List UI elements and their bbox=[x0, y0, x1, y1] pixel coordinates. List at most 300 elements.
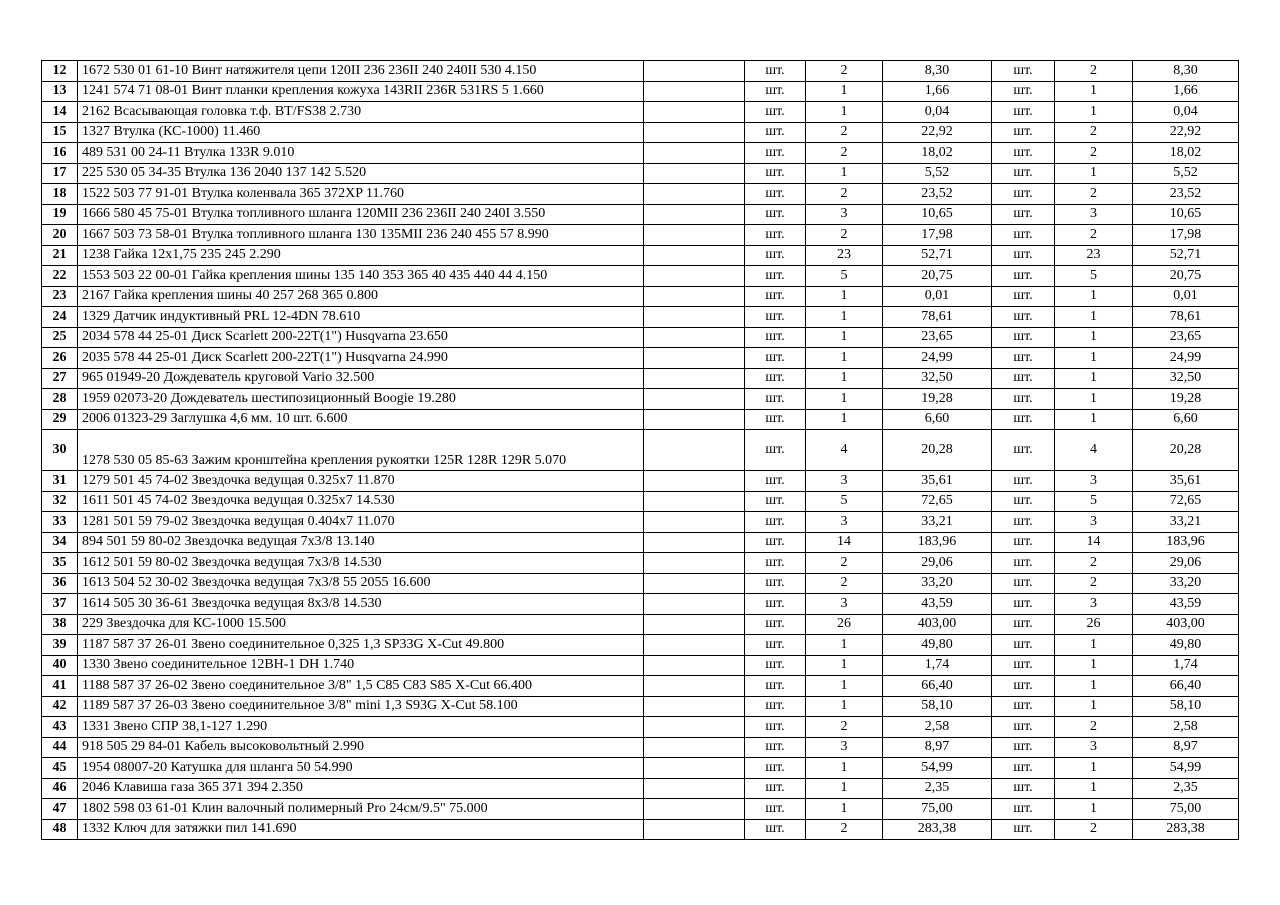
unit-cell: шт. bbox=[992, 778, 1055, 799]
item-name: 229 Звездочка для КС-1000 15.500 bbox=[78, 614, 644, 635]
table-row bbox=[42, 286, 1239, 307]
quantity-cell: 2 bbox=[806, 61, 883, 82]
unit-cell: шт. bbox=[992, 594, 1055, 615]
sum-cell: 283,38 bbox=[1133, 819, 1239, 840]
row-number: 37 bbox=[42, 594, 78, 615]
quantity-cell: 1 bbox=[1055, 327, 1133, 348]
table-row bbox=[42, 143, 1239, 164]
sum-cell: 20,75 bbox=[1133, 266, 1239, 287]
row-number: 16 bbox=[42, 143, 78, 164]
unit-cell: шт. bbox=[745, 348, 806, 369]
sum-cell: 66,40 bbox=[1133, 676, 1239, 697]
quantity-cell: 2 bbox=[1055, 819, 1133, 840]
blank-cell bbox=[644, 573, 745, 594]
unit-cell: шт. bbox=[745, 553, 806, 574]
unit-cell: шт. bbox=[992, 61, 1055, 82]
blank-cell bbox=[644, 245, 745, 266]
unit-cell: шт. bbox=[992, 430, 1055, 471]
quantity-cell: 1 bbox=[1055, 778, 1133, 799]
sum-cell: 10,65 bbox=[1133, 204, 1239, 225]
table-row bbox=[42, 61, 1239, 82]
item-name: 1189 587 37 26-03 Звено соединительное 3/8" mini 1,3 S93G X-Cut 58.100 bbox=[78, 696, 644, 717]
sum-cell: 33,21 bbox=[883, 512, 992, 533]
quantity-cell: 3 bbox=[806, 594, 883, 615]
sum-cell: 72,65 bbox=[1133, 491, 1239, 512]
sum-cell: 5,52 bbox=[1133, 163, 1239, 184]
row-number: 39 bbox=[42, 635, 78, 656]
unit-cell: шт. bbox=[745, 819, 806, 840]
blank-cell bbox=[644, 532, 745, 553]
sum-cell: 20,28 bbox=[1133, 430, 1239, 471]
blank-cell bbox=[644, 471, 745, 492]
sum-cell: 52,71 bbox=[1133, 245, 1239, 266]
quantity-cell: 2 bbox=[1055, 225, 1133, 246]
unit-cell: шт. bbox=[992, 348, 1055, 369]
blank-cell bbox=[644, 512, 745, 533]
item-name: 1802 598 03 61-01 Клин валочный полимерный Pro 24см/9.5" 75.000 bbox=[78, 799, 644, 820]
blank-cell bbox=[644, 102, 745, 123]
item-name: 1327 Втулка (КС-1000) 11.460 bbox=[78, 122, 644, 143]
quantity-cell: 2 bbox=[806, 717, 883, 738]
quantity-cell: 1 bbox=[1055, 799, 1133, 820]
unit-cell: шт. bbox=[992, 614, 1055, 635]
unit-cell: шт. bbox=[992, 245, 1055, 266]
table-row bbox=[42, 471, 1239, 492]
row-number: 32 bbox=[42, 491, 78, 512]
unit-cell: шт. bbox=[745, 594, 806, 615]
unit-cell: шт. bbox=[992, 184, 1055, 205]
sum-cell: 18,02 bbox=[1133, 143, 1239, 164]
blank-cell bbox=[644, 799, 745, 820]
table-row bbox=[42, 348, 1239, 369]
blank-cell bbox=[644, 614, 745, 635]
item-name: 1331 Звено СПР 38,1-127 1.290 bbox=[78, 717, 644, 738]
unit-cell: шт. bbox=[745, 471, 806, 492]
sum-cell: 403,00 bbox=[883, 614, 992, 635]
row-number: 12 bbox=[42, 61, 78, 82]
blank-cell bbox=[644, 655, 745, 676]
item-name: 1241 574 71 08-01 Винт планки крепления кожуха 143RII 236R 531RS 5 1.660 bbox=[78, 81, 644, 102]
quantity-cell: 3 bbox=[1055, 737, 1133, 758]
sum-cell: 35,61 bbox=[883, 471, 992, 492]
table-row bbox=[42, 368, 1239, 389]
row-number: 36 bbox=[42, 573, 78, 594]
table-row bbox=[42, 696, 1239, 717]
table-row bbox=[42, 491, 1239, 512]
table-row bbox=[42, 635, 1239, 656]
table-row bbox=[42, 81, 1239, 102]
blank-cell bbox=[644, 696, 745, 717]
blank-cell bbox=[644, 553, 745, 574]
quantity-cell: 2 bbox=[806, 573, 883, 594]
quantity-cell: 1 bbox=[1055, 348, 1133, 369]
blank-cell bbox=[644, 61, 745, 82]
table-row bbox=[42, 819, 1239, 840]
item-name: 1188 587 37 26-02 Звено соединительное 3/8" 1,5 C85 C83 S85 X-Cut 66.400 bbox=[78, 676, 644, 697]
sum-cell: 0,01 bbox=[883, 286, 992, 307]
blank-cell bbox=[644, 286, 745, 307]
quantity-cell: 1 bbox=[806, 635, 883, 656]
unit-cell: шт. bbox=[745, 799, 806, 820]
quantity-cell: 1 bbox=[806, 348, 883, 369]
unit-cell: шт. bbox=[745, 389, 806, 410]
quantity-cell: 1 bbox=[806, 389, 883, 410]
item-name: 2046 Клавиша газа 365 371 394 2.350 bbox=[78, 778, 644, 799]
item-name: 1329 Датчик индуктивный PRL 12-4DN 78.610 bbox=[78, 307, 644, 328]
blank-cell bbox=[644, 163, 745, 184]
table-row bbox=[42, 266, 1239, 287]
blank-cell bbox=[644, 368, 745, 389]
quantity-cell: 26 bbox=[1055, 614, 1133, 635]
blank-cell bbox=[644, 737, 745, 758]
unit-cell: шт. bbox=[992, 266, 1055, 287]
quantity-cell: 5 bbox=[806, 491, 883, 512]
item-name: 489 531 00 24-11 Втулка 133R 9.010 bbox=[78, 143, 644, 164]
quantity-cell: 2 bbox=[806, 122, 883, 143]
unit-cell: шт. bbox=[745, 409, 806, 430]
sum-cell: 5,52 bbox=[883, 163, 992, 184]
item-name: 965 01949-20 Дождеватель круговой Vario 32.500 bbox=[78, 368, 644, 389]
row-number: 43 bbox=[42, 717, 78, 738]
table-row bbox=[42, 737, 1239, 758]
quantity-cell: 3 bbox=[806, 204, 883, 225]
sum-cell: 8,30 bbox=[883, 61, 992, 82]
sum-cell: 35,61 bbox=[1133, 471, 1239, 492]
blank-cell bbox=[644, 122, 745, 143]
blank-cell bbox=[644, 778, 745, 799]
quantity-cell: 2 bbox=[1055, 553, 1133, 574]
sum-cell: 75,00 bbox=[1133, 799, 1239, 820]
sum-cell: 403,00 bbox=[1133, 614, 1239, 635]
quantity-cell: 1 bbox=[1055, 655, 1133, 676]
quantity-cell: 2 bbox=[1055, 61, 1133, 82]
sum-cell: 49,80 bbox=[1133, 635, 1239, 656]
table-row bbox=[42, 389, 1239, 410]
unit-cell: шт. bbox=[745, 635, 806, 656]
sum-cell: 10,65 bbox=[883, 204, 992, 225]
unit-cell: шт. bbox=[992, 819, 1055, 840]
table-row bbox=[42, 225, 1239, 246]
quantity-cell: 2 bbox=[1055, 122, 1133, 143]
item-name: 1279 501 45 74-02 Звездочка ведущая 0.325х7 11.870 bbox=[78, 471, 644, 492]
unit-cell: шт. bbox=[992, 102, 1055, 123]
unit-cell: шт. bbox=[992, 696, 1055, 717]
quantity-cell: 2 bbox=[806, 143, 883, 164]
unit-cell: шт. bbox=[992, 471, 1055, 492]
row-number: 22 bbox=[42, 266, 78, 287]
row-number: 30 bbox=[42, 430, 78, 471]
unit-cell: шт. bbox=[745, 61, 806, 82]
inventory-table bbox=[41, 60, 1239, 840]
row-number: 38 bbox=[42, 614, 78, 635]
blank-cell bbox=[644, 491, 745, 512]
table-row bbox=[42, 163, 1239, 184]
sum-cell: 283,38 bbox=[883, 819, 992, 840]
unit-cell: шт. bbox=[745, 307, 806, 328]
sum-cell: 58,10 bbox=[1133, 696, 1239, 717]
sum-cell: 22,92 bbox=[883, 122, 992, 143]
row-number: 18 bbox=[42, 184, 78, 205]
unit-cell: шт. bbox=[992, 225, 1055, 246]
table-row bbox=[42, 204, 1239, 225]
unit-cell: шт. bbox=[992, 573, 1055, 594]
item-name: 1667 503 73 58-01 Втулка топливного шланга 130 135MII 236 240 455 57 8.990 bbox=[78, 225, 644, 246]
quantity-cell: 3 bbox=[1055, 594, 1133, 615]
sum-cell: 58,10 bbox=[883, 696, 992, 717]
table-row bbox=[42, 655, 1239, 676]
row-number: 44 bbox=[42, 737, 78, 758]
unit-cell: шт. bbox=[745, 655, 806, 676]
unit-cell: шт. bbox=[992, 635, 1055, 656]
item-name: 225 530 05 34-35 Втулка 136 2040 137 142 5.520 bbox=[78, 163, 644, 184]
quantity-cell: 1 bbox=[806, 163, 883, 184]
item-name: 1187 587 37 26-01 Звено соединительное 0,325 1,3 SP33G X-Cut 49.800 bbox=[78, 635, 644, 656]
item-name: 2034 578 44 25-01 Диск Scarlett 200-22T(1") Husqvarna 23.650 bbox=[78, 327, 644, 348]
sum-cell: 49,80 bbox=[883, 635, 992, 656]
table-row bbox=[42, 512, 1239, 533]
item-name: 1611 501 45 74-02 Звездочка ведущая 0.325х7 14.530 bbox=[78, 491, 644, 512]
row-number: 27 bbox=[42, 368, 78, 389]
sum-cell: 20,28 bbox=[883, 430, 992, 471]
quantity-cell: 3 bbox=[1055, 204, 1133, 225]
unit-cell: шт. bbox=[745, 614, 806, 635]
unit-cell: шт. bbox=[992, 122, 1055, 143]
sum-cell: 0,04 bbox=[883, 102, 992, 123]
quantity-cell: 3 bbox=[1055, 512, 1133, 533]
unit-cell: шт. bbox=[992, 737, 1055, 758]
quantity-cell: 1 bbox=[806, 102, 883, 123]
table-row bbox=[42, 122, 1239, 143]
unit-cell: шт. bbox=[745, 532, 806, 553]
row-number: 23 bbox=[42, 286, 78, 307]
quantity-cell: 1 bbox=[1055, 307, 1133, 328]
row-number: 40 bbox=[42, 655, 78, 676]
sum-cell: 17,98 bbox=[1133, 225, 1239, 246]
unit-cell: шт. bbox=[745, 737, 806, 758]
unit-cell: шт. bbox=[992, 286, 1055, 307]
row-number: 26 bbox=[42, 348, 78, 369]
sum-cell: 6,60 bbox=[1133, 409, 1239, 430]
row-number: 31 bbox=[42, 471, 78, 492]
table-row bbox=[42, 307, 1239, 328]
quantity-cell: 1 bbox=[806, 778, 883, 799]
quantity-cell: 5 bbox=[806, 266, 883, 287]
quantity-cell: 1 bbox=[1055, 409, 1133, 430]
table-row bbox=[42, 532, 1239, 553]
unit-cell: шт. bbox=[992, 81, 1055, 102]
sum-cell: 33,20 bbox=[1133, 573, 1239, 594]
sum-cell: 54,99 bbox=[1133, 758, 1239, 779]
sum-cell: 23,52 bbox=[1133, 184, 1239, 205]
quantity-cell: 2 bbox=[1055, 573, 1133, 594]
blank-cell bbox=[644, 758, 745, 779]
sum-cell: 2,58 bbox=[1133, 717, 1239, 738]
item-name: 2006 01323-29 Заглушка 4,6 мм. 10 шт. 6.600 bbox=[78, 409, 644, 430]
sum-cell: 23,65 bbox=[883, 327, 992, 348]
sum-cell: 17,98 bbox=[883, 225, 992, 246]
sum-cell: 19,28 bbox=[1133, 389, 1239, 410]
quantity-cell: 1 bbox=[1055, 635, 1133, 656]
table-row bbox=[42, 758, 1239, 779]
quantity-cell: 3 bbox=[806, 512, 883, 533]
quantity-cell: 1 bbox=[1055, 676, 1133, 697]
item-name: 918 505 29 84-01 Кабель высоковольтный 2.990 bbox=[78, 737, 644, 758]
blank-cell bbox=[644, 307, 745, 328]
unit-cell: шт. bbox=[992, 799, 1055, 820]
quantity-cell: 1 bbox=[1055, 102, 1133, 123]
table-row bbox=[42, 184, 1239, 205]
sum-cell: 33,21 bbox=[1133, 512, 1239, 533]
quantity-cell: 1 bbox=[1055, 163, 1133, 184]
row-number: 13 bbox=[42, 81, 78, 102]
quantity-cell: 3 bbox=[806, 737, 883, 758]
quantity-cell: 1 bbox=[806, 676, 883, 697]
table-row bbox=[42, 799, 1239, 820]
unit-cell: шт. bbox=[745, 245, 806, 266]
table-row bbox=[42, 594, 1239, 615]
quantity-cell: 2 bbox=[1055, 184, 1133, 205]
quantity-cell: 1 bbox=[1055, 81, 1133, 102]
item-name: 894 501 59 80-02 Звездочка ведущая 7х3/8 13.140 bbox=[78, 532, 644, 553]
row-number: 19 bbox=[42, 204, 78, 225]
unit-cell: шт. bbox=[745, 676, 806, 697]
table-row bbox=[42, 553, 1239, 574]
item-name: 1278 530 05 85-63 Зажим кронштейна крепления рукоятки 125R 128R 129R 5.070 bbox=[78, 430, 644, 471]
row-number: 15 bbox=[42, 122, 78, 143]
unit-cell: шт. bbox=[745, 143, 806, 164]
sum-cell: 24,99 bbox=[883, 348, 992, 369]
quantity-cell: 2 bbox=[806, 184, 883, 205]
item-name: 2167 Гайка крепления шины 40 257 268 365 0.800 bbox=[78, 286, 644, 307]
table-row bbox=[42, 778, 1239, 799]
sum-cell: 23,52 bbox=[883, 184, 992, 205]
item-name: 1281 501 59 79-02 Звездочка ведущая 0.404х7 11.070 bbox=[78, 512, 644, 533]
unit-cell: шт. bbox=[992, 491, 1055, 512]
row-number: 34 bbox=[42, 532, 78, 553]
unit-cell: шт. bbox=[745, 491, 806, 512]
row-number: 48 bbox=[42, 819, 78, 840]
unit-cell: шт. bbox=[745, 266, 806, 287]
table-row bbox=[42, 102, 1239, 123]
table-body bbox=[42, 61, 1239, 840]
sum-cell: 18,02 bbox=[883, 143, 992, 164]
quantity-cell: 5 bbox=[1055, 266, 1133, 287]
blank-cell bbox=[644, 635, 745, 656]
blank-cell bbox=[644, 184, 745, 205]
blank-cell bbox=[644, 594, 745, 615]
blank-cell bbox=[644, 327, 745, 348]
quantity-cell: 1 bbox=[806, 758, 883, 779]
sum-cell: 43,59 bbox=[883, 594, 992, 615]
sum-cell: 78,61 bbox=[883, 307, 992, 328]
quantity-cell: 1 bbox=[1055, 696, 1133, 717]
sum-cell: 1,66 bbox=[883, 81, 992, 102]
row-number: 17 bbox=[42, 163, 78, 184]
unit-cell: шт. bbox=[992, 409, 1055, 430]
sum-cell: 43,59 bbox=[1133, 594, 1239, 615]
unit-cell: шт. bbox=[992, 553, 1055, 574]
blank-cell bbox=[644, 389, 745, 410]
blank-cell bbox=[644, 266, 745, 287]
sum-cell: 1,74 bbox=[1133, 655, 1239, 676]
unit-cell: шт. bbox=[745, 204, 806, 225]
row-number: 24 bbox=[42, 307, 78, 328]
blank-cell bbox=[644, 81, 745, 102]
blank-cell bbox=[644, 409, 745, 430]
unit-cell: шт. bbox=[992, 655, 1055, 676]
quantity-cell: 1 bbox=[1055, 389, 1133, 410]
quantity-cell: 1 bbox=[806, 409, 883, 430]
quantity-cell: 1 bbox=[806, 327, 883, 348]
sum-cell: 0,01 bbox=[1133, 286, 1239, 307]
item-name: 1954 08007-20 Катушка для шланга 50 54.990 bbox=[78, 758, 644, 779]
row-number: 14 bbox=[42, 102, 78, 123]
row-number: 45 bbox=[42, 758, 78, 779]
quantity-cell: 3 bbox=[806, 471, 883, 492]
quantity-cell: 2 bbox=[806, 819, 883, 840]
unit-cell: шт. bbox=[992, 389, 1055, 410]
row-number: 46 bbox=[42, 778, 78, 799]
unit-cell: шт. bbox=[992, 307, 1055, 328]
quantity-cell: 1 bbox=[806, 696, 883, 717]
sum-cell: 23,65 bbox=[1133, 327, 1239, 348]
quantity-cell: 1 bbox=[806, 368, 883, 389]
unit-cell: шт. bbox=[745, 225, 806, 246]
quantity-cell: 14 bbox=[1055, 532, 1133, 553]
sum-cell: 8,30 bbox=[1133, 61, 1239, 82]
sum-cell: 8,97 bbox=[1133, 737, 1239, 758]
sum-cell: 20,75 bbox=[883, 266, 992, 287]
row-number: 47 bbox=[42, 799, 78, 820]
quantity-cell: 5 bbox=[1055, 491, 1133, 512]
quantity-cell: 1 bbox=[806, 655, 883, 676]
item-name: 1238 Гайка 12х1,75 235 245 2.290 bbox=[78, 245, 644, 266]
row-number: 35 bbox=[42, 553, 78, 574]
item-name: 1614 505 30 36-61 Звездочка ведущая 8х3/8 14.530 bbox=[78, 594, 644, 615]
sum-cell: 22,92 bbox=[1133, 122, 1239, 143]
blank-cell bbox=[644, 819, 745, 840]
quantity-cell: 23 bbox=[806, 245, 883, 266]
quantity-cell: 1 bbox=[806, 286, 883, 307]
table-row bbox=[42, 573, 1239, 594]
unit-cell: шт. bbox=[745, 327, 806, 348]
unit-cell: шт. bbox=[745, 102, 806, 123]
quantity-cell: 1 bbox=[806, 799, 883, 820]
item-name: 1666 580 45 75-01 Втулка топливного шланга 120MII 236 236II 240 240I 3.550 bbox=[78, 204, 644, 225]
row-number: 20 bbox=[42, 225, 78, 246]
row-number: 28 bbox=[42, 389, 78, 410]
table-row bbox=[42, 717, 1239, 738]
unit-cell: шт. bbox=[745, 122, 806, 143]
unit-cell: шт. bbox=[992, 758, 1055, 779]
quantity-cell: 2 bbox=[1055, 143, 1133, 164]
quantity-cell: 14 bbox=[806, 532, 883, 553]
item-name: 1959 02073-20 Дождеватель шестипозиционный Boogie 19.280 bbox=[78, 389, 644, 410]
unit-cell: шт. bbox=[745, 184, 806, 205]
unit-cell: шт. bbox=[745, 778, 806, 799]
sum-cell: 32,50 bbox=[883, 368, 992, 389]
blank-cell bbox=[644, 430, 745, 471]
unit-cell: шт. bbox=[992, 327, 1055, 348]
sum-cell: 52,71 bbox=[883, 245, 992, 266]
unit-cell: шт. bbox=[745, 368, 806, 389]
sum-cell: 2,35 bbox=[883, 778, 992, 799]
unit-cell: шт. bbox=[745, 163, 806, 184]
sum-cell: 183,96 bbox=[883, 532, 992, 553]
sum-cell: 6,60 bbox=[883, 409, 992, 430]
unit-cell: шт. bbox=[992, 368, 1055, 389]
unit-cell: шт. bbox=[992, 717, 1055, 738]
